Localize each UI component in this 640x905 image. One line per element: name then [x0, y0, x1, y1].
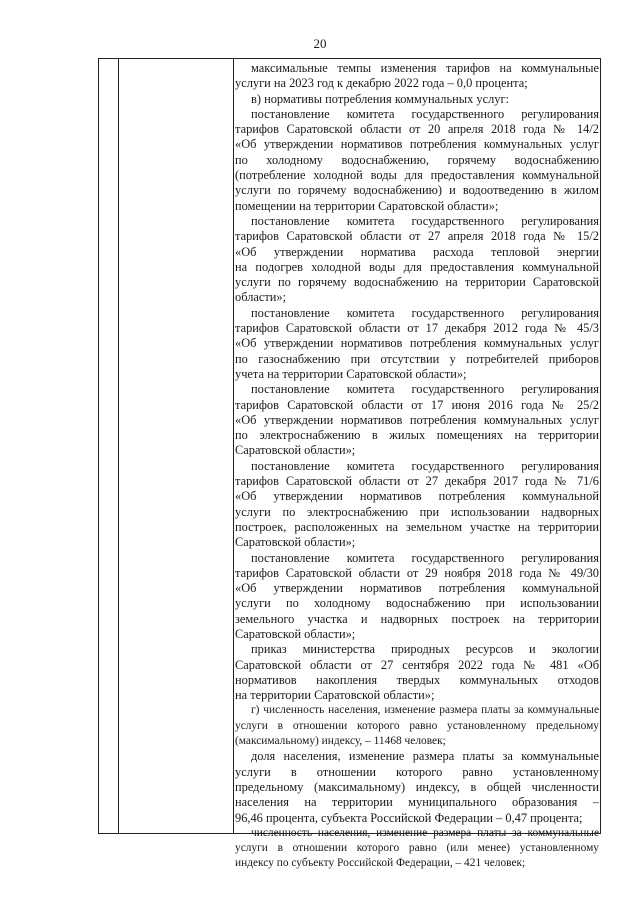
text-line: доля населения, изменение размера платы за коммунальные	[251, 749, 599, 764]
text-line: Саратовской области»;	[235, 535, 356, 550]
text-line: нормативов накопления твердых коммунальных отходов	[235, 672, 599, 687]
text-line: по газоснабжению при отсутствии у потребителей приборов	[235, 351, 599, 366]
paragraph	[235, 749, 599, 825]
text-line: Саратовской области»;	[235, 443, 356, 458]
paragraph	[235, 459, 599, 551]
text-line: постановление комитета государственного регулирования	[251, 382, 599, 397]
text-line: помещении на территории Саратовской области»;	[235, 198, 499, 213]
column-divider	[233, 59, 234, 833]
text-line: населения на территории муниципального образования –	[235, 795, 599, 810]
text-line: численность населения, изменение размера платы за коммунальные	[251, 826, 599, 839]
text-line: тарифов Саратовской области от 27 апреля 2018 года № 15/2	[235, 229, 599, 244]
text-line: тарифов Саратовской области от 29 ноября 2018 года № 49/30	[235, 565, 599, 580]
text-line: тарифов Саратовской области от 17 июня 2016 года № 25/2	[235, 397, 599, 412]
text-line: услуги по холодному водоснабжению при использовании	[235, 596, 599, 611]
text-line: в) нормативы потребления коммунальных услуг:	[251, 91, 509, 106]
text-line: (потребление холодной воды для предоставления коммунальной	[235, 168, 599, 183]
paragraph	[235, 382, 599, 458]
text-line: максимальные темпы изменения тарифов на коммунальные	[251, 61, 599, 75]
paragraph	[235, 61, 599, 92]
text-line: услуги в отношении которого равно (или менее) установленному	[235, 842, 599, 855]
paragraph	[235, 306, 599, 382]
text-line: постановление комитета государственного регулирования	[251, 106, 599, 121]
text-line: (максимальному) индексу, – 11468 человек;	[235, 735, 446, 748]
text-line: постановление комитета государственного регулирования	[251, 305, 599, 320]
paragraph	[235, 826, 599, 872]
text-line: тарифов Саратовской области от 17 декабря 2012 года № 45/3	[235, 321, 599, 336]
text-line: области»;	[235, 290, 287, 305]
text-line: «Об утверждении норматива расхода тепловой энергии	[235, 244, 599, 259]
paragraph	[235, 703, 599, 749]
paragraph	[235, 107, 599, 214]
table-cell-text	[235, 61, 599, 872]
text-line: г) численность населения, изменение размера платы за коммунальные	[251, 704, 599, 717]
text-line: услуги в отношении которого равно установленному	[235, 764, 599, 779]
column-divider	[118, 59, 119, 833]
text-line: на территории Саратовской области»;	[235, 688, 435, 703]
text-line: построек, расположенных на земельном участке на территории	[235, 519, 599, 534]
text-line: «Об утверждении нормативов потребления коммунальных услуг	[235, 336, 599, 351]
text-line: на подогрев холодной воды для предоставления коммунальной	[235, 259, 599, 274]
text-line: по электроснабжению в жилых помещениях на территории	[235, 428, 599, 443]
text-line: тарифов Саратовской области от 27 декабря 2017 года № 71/6	[235, 474, 599, 489]
text-line: услуги в отношении которого равно установленному предельному	[235, 719, 599, 732]
paragraph	[235, 92, 599, 107]
text-line: индексу по субъекту Российской Федерации, – 421 человек;	[235, 857, 526, 870]
paragraph	[235, 642, 599, 703]
text-line: услуги по горячему водоснабжению на территории Саратовской	[235, 275, 599, 290]
text-line: услуги по горячему водоснабжению) и водоотведению в жилом	[235, 183, 599, 198]
text-line: Саратовской области от 27 сентября 2022 года № 481 «Об	[235, 657, 599, 672]
document-table	[98, 58, 601, 870]
text-line: услуги на 2023 год к декабрю 2022 года – 0,0 процента;	[235, 76, 528, 91]
text-line: постановление комитета государственного регулирования	[251, 550, 599, 565]
page-number: 20	[313, 36, 327, 51]
text-line: предельному (максимальному) индексу, в общей численности	[235, 779, 599, 794]
paragraph	[235, 551, 599, 643]
text-line: 96,46 процента, субъекта Российской Федерации – 0,47 процента;	[235, 810, 583, 825]
text-line: «Об утверждении нормативов потребления коммунальных услуг	[235, 412, 599, 427]
text-line: приказ министерства природных ресурсов и экологии	[251, 642, 599, 657]
text-line: постановление комитета государственного регулирования	[251, 458, 599, 473]
text-line: по холодному водоснабжению, горячему водоснабжению	[235, 152, 599, 167]
text-line: Саратовской области»;	[235, 626, 356, 641]
text-line: постановление комитета государственного регулирования	[251, 213, 599, 228]
text-line: учета на территории Саратовской области»;	[235, 366, 467, 381]
text-line: земельного участка и надворных построек на территории	[235, 611, 599, 626]
paragraph	[235, 214, 599, 306]
text-line: «Об утверждении нормативов потребления коммунальной	[235, 489, 599, 504]
text-line: «Об утверждении нормативов потребления коммунальных услуг	[235, 137, 599, 152]
text-line: «Об утверждении нормативов потребления коммунальной	[235, 581, 599, 596]
text-line: тарифов Саратовской области от 20 апреля 2018 года № 14/2	[235, 122, 599, 137]
text-line: услуги по электроснабжению при использовании надворных	[235, 504, 599, 519]
